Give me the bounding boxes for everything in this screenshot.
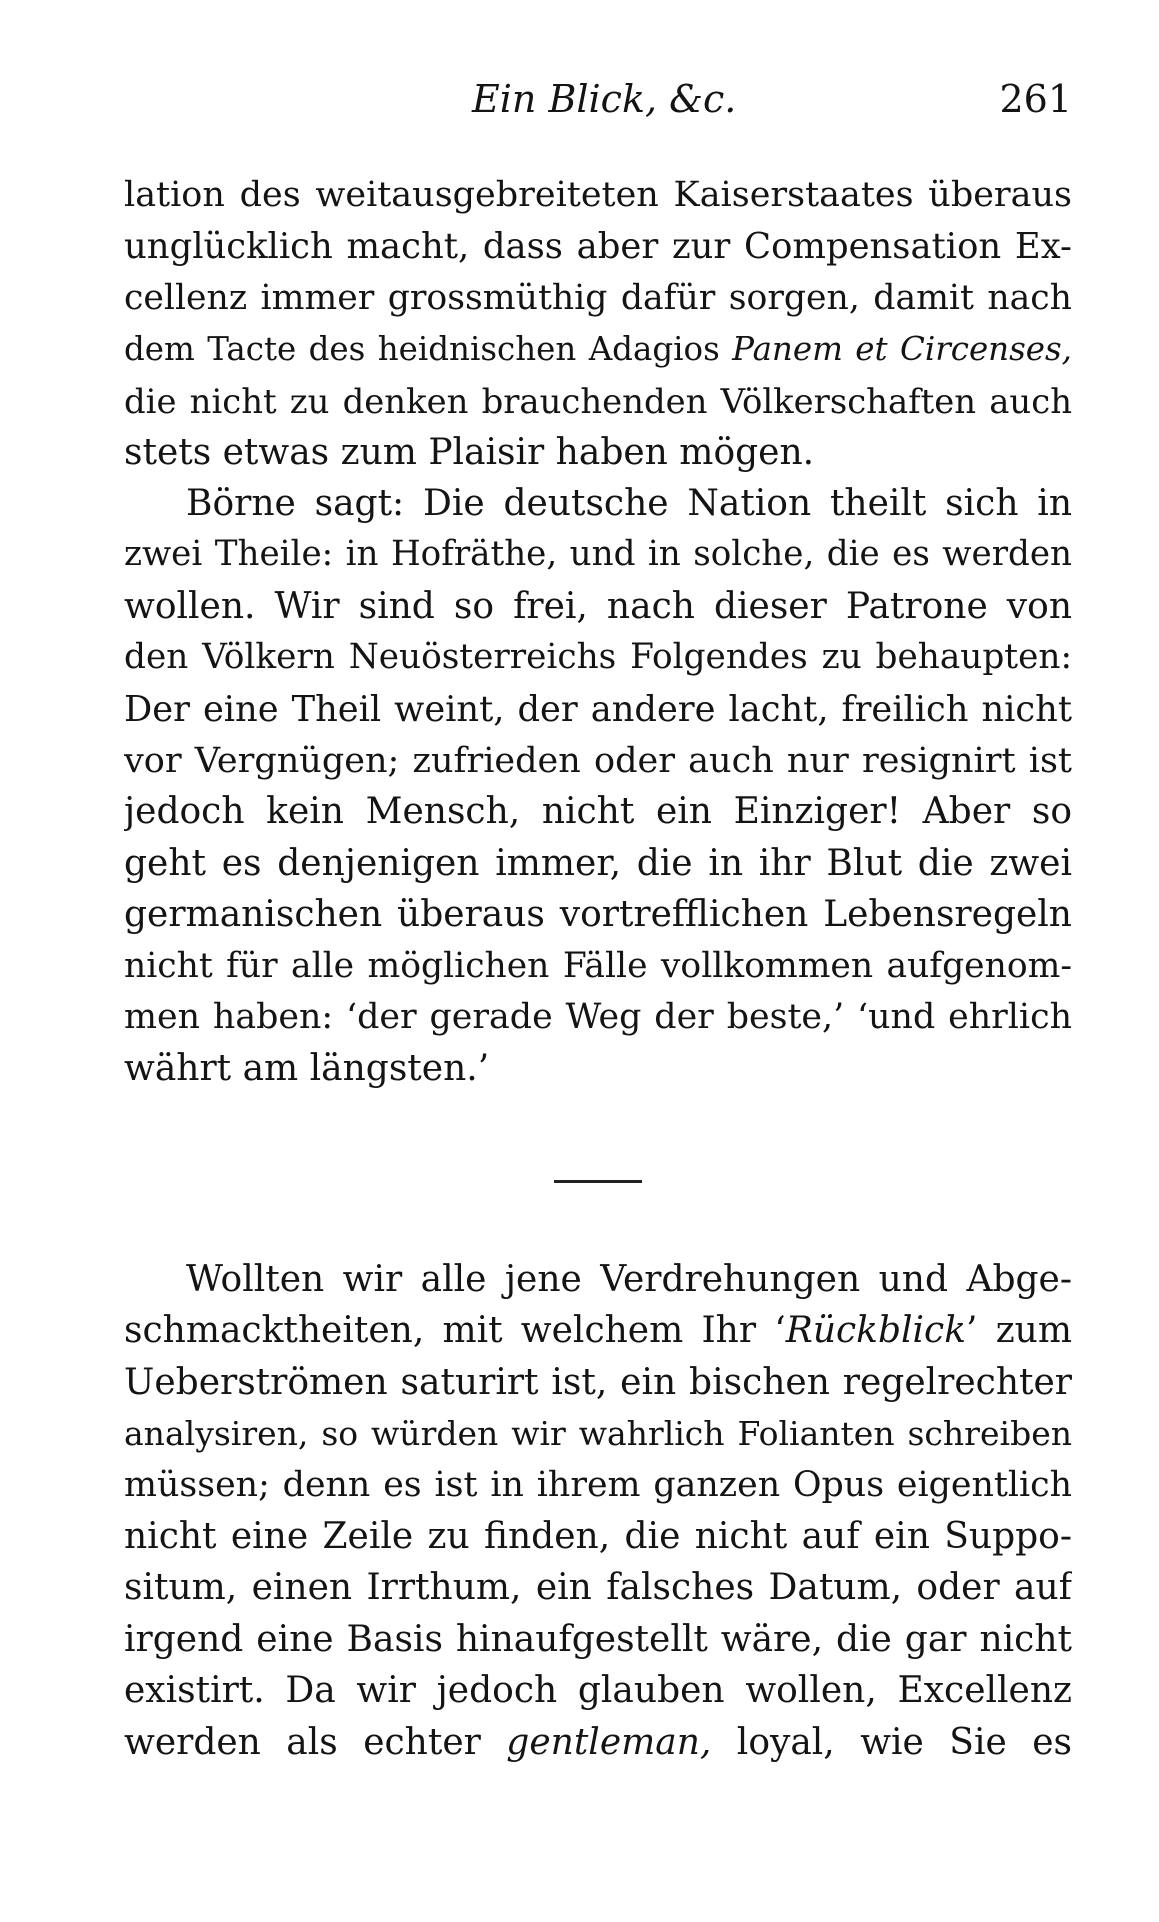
paragraph-2: [124, 478, 1072, 1095]
text-line: analysiren, so würden wir wahrlich Folianten schreiben: [124, 1414, 1072, 1454]
text-line: germanischen überaus vortrefflichen Lebensregeln: [124, 894, 1072, 936]
italic-phrase: Panem et Circenses,: [732, 330, 1072, 369]
paragraph-1: [124, 170, 1072, 478]
paragraph-3: [124, 1254, 1072, 1768]
text-line: men haben: ‘der gerade Weg der beste,’ ‘und ehrlich: [124, 996, 1072, 1037]
text-line: stets etwas zum Plaisir haben mögen.: [124, 431, 815, 473]
text-line: Wollten wir alle jene Verdrehungen und Abge-: [186, 1259, 1072, 1300]
italic-phrase: Rückblick: [785, 1310, 967, 1352]
text-line: lation des weitausgebreiteten Kaiserstaates überaus: [124, 175, 1072, 215]
text-line: [124, 324, 1072, 375]
page-number: 261: [999, 77, 1072, 121]
text-line: existirt. Da wir jedoch glauben wollen, Excellenz: [124, 1670, 1072, 1712]
text-line: Börne sagt: Die deutsche Nation theilt sich in: [186, 483, 1072, 524]
italic-phrase: gentleman,: [506, 1721, 712, 1763]
running-title: Ein Blick, &c.: [472, 77, 737, 121]
text-line: zwei Theile: in Hofräthe, und in solche, die es werden: [124, 534, 1072, 575]
text-line: den Völkern Neuösterreichs Folgendes zu behaupten:: [124, 637, 1072, 678]
text-line: Der eine Theil weint, der andere lacht, freilich nicht: [124, 688, 1072, 730]
text-line: währt am längsten.’: [124, 1048, 490, 1090]
text-run: loyal, wie Sie es: [711, 1721, 1072, 1763]
text-line: nicht eine Zeile zu finden, die nicht auf ein Suppo-: [124, 1515, 1072, 1557]
text-line: geht es denjenigen immer, die in ihr Blut die zwei: [124, 842, 1072, 884]
text-line: [124, 1305, 1072, 1356]
text-line: unglücklich macht, dass aber zur Compensation Ex-: [124, 226, 1072, 268]
section-divider: [554, 1180, 642, 1183]
text-line: müssen; denn es ist in ihrem ganzen Opus eigentlich: [124, 1464, 1072, 1505]
text-line: cellenz immer grossmüthig dafür sorgen, damit nach: [124, 277, 1072, 318]
text-line: [124, 1717, 1072, 1768]
text-line: nicht für alle möglichen Fälle vollkommen aufgenom-: [124, 945, 1072, 986]
text-line: vor Vergnügen; zufrieden oder auch nur resignirt ist: [124, 739, 1072, 781]
text-run: werden als echter: [124, 1721, 507, 1763]
text-line: Ueberströmen saturirt ist, ein bischen regelrechter: [124, 1361, 1072, 1403]
text-run: dem Tacte des heidnischen Adagios: [124, 330, 733, 369]
text-line: situm, einen Irrthum, ein falsches Datum, oder auf: [124, 1567, 1072, 1609]
text-run: ’ zum: [966, 1310, 1072, 1352]
text-line: irgend eine Basis hinaufgestellt wäre, die gar nicht: [124, 1618, 1072, 1660]
text-line: jedoch kein Mensch, nicht ein Einziger! Aber so: [124, 791, 1072, 833]
text-line: die nicht zu denken brauchenden Völkerschaften auch: [124, 381, 1072, 421]
text-run: schmacktheiten, mit welchem Ihr ‘: [124, 1310, 786, 1352]
text-line: wollen. Wir sind so frei, nach dieser Patrone von: [124, 585, 1072, 627]
running-head: [124, 74, 1072, 124]
